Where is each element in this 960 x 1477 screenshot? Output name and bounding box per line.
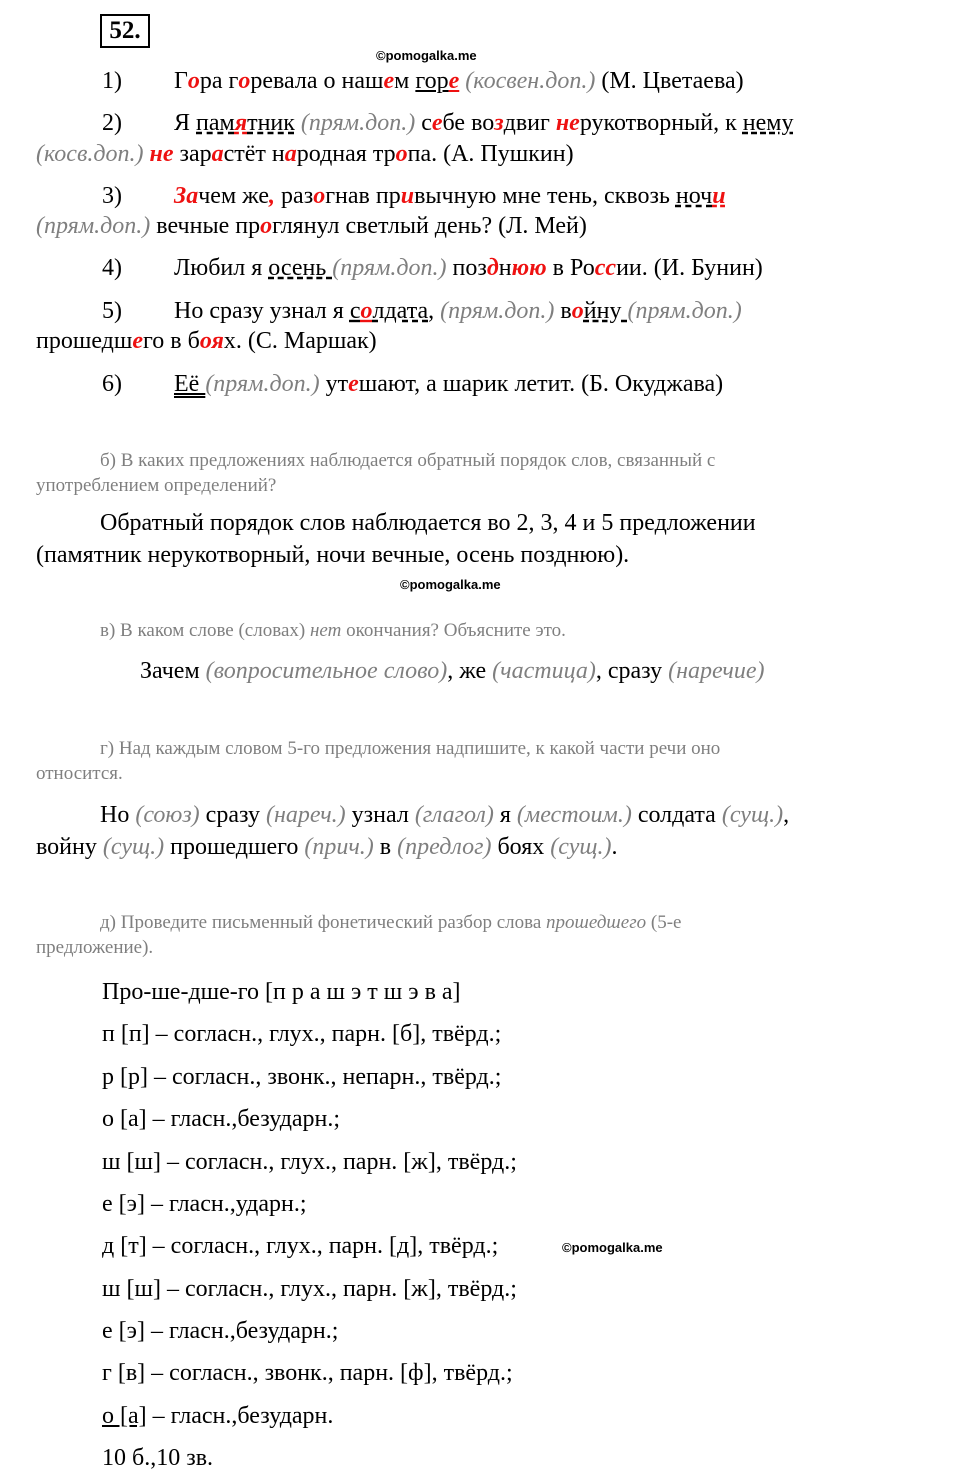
highlighted-letter: не xyxy=(555,110,580,136)
grammar-note: (предлог) xyxy=(397,834,492,860)
phonetic-underlined: о [а] xyxy=(102,1403,147,1429)
sentence-2-cont xyxy=(36,139,574,169)
grammar-note: (вопросительное слово) xyxy=(205,658,448,684)
text-run: бе во xyxy=(442,110,495,136)
answer-g-line1 xyxy=(100,800,789,830)
text-run: м xyxy=(394,68,416,94)
sentence-text xyxy=(36,328,377,354)
text-run: глянул светлый день? (Л. Мей) xyxy=(272,213,587,239)
text-run: с xyxy=(349,298,361,324)
text-run: рукотворный, к xyxy=(579,110,743,136)
phonetic-line: ш [ш] – согласн., глух., парн. [ж], твёрд.; xyxy=(102,1276,517,1302)
text-run: х. (С. Маршак) xyxy=(223,328,377,354)
phonetic-line: д [т] – согласн., глух., парн. [д], твёрд.; xyxy=(102,1233,499,1259)
text-run: чем же xyxy=(198,183,270,209)
question-d-text-end: (5-е xyxy=(646,912,682,933)
sentence-number: 3) xyxy=(102,183,122,209)
answer-v xyxy=(140,656,764,686)
grammar-note: (прям.доп.) xyxy=(36,213,151,239)
sentence-5 xyxy=(102,296,742,326)
grammar-note: (сущ.) xyxy=(550,834,612,860)
text-run: Я xyxy=(174,110,197,136)
text-run: солдата xyxy=(631,802,722,828)
text-run: . xyxy=(611,834,618,860)
highlighted-letter: За xyxy=(174,183,199,209)
text-run: Любил я xyxy=(174,255,269,281)
phonetic-line: г [в] – согласн., звонк., парн. [ф], твёрд.; xyxy=(102,1360,513,1386)
grammar-note: (наречие) xyxy=(668,658,765,684)
text-run: родная тр xyxy=(296,141,396,167)
answer-g-line2 xyxy=(36,832,618,862)
text-run: войну xyxy=(36,834,103,860)
question-d-line1 xyxy=(100,910,681,935)
sentence-number: 5) xyxy=(102,298,122,324)
sentence-3-cont xyxy=(36,211,587,241)
grammar-note: (местоим.) xyxy=(516,802,632,828)
phonetic-line: ш [ш] – согласн., глух., парн. [ж], твёрд.; xyxy=(102,1149,517,1175)
highlighted-letter: о xyxy=(187,68,200,94)
text-run: прошедш xyxy=(36,328,133,354)
text-run: (М. Цветаева) xyxy=(595,68,744,94)
highlighted-letter: о xyxy=(360,298,373,324)
sentence-text xyxy=(174,183,726,209)
answer-v-text xyxy=(140,658,764,684)
answer-b-line2: (памятник нерукотворный, ночи вечные, осень позднюю). xyxy=(36,542,630,568)
question-v-text: в) В каком слове (словах) xyxy=(100,620,310,641)
question-d-line2: предложение). xyxy=(36,937,154,958)
text-run: узнал xyxy=(345,802,415,828)
text-run: , xyxy=(428,298,441,324)
watermark: ©pomogalka.me xyxy=(400,577,501,592)
highlighted-letter: юю xyxy=(511,255,547,281)
text-run: раз xyxy=(275,183,314,209)
grammar-note: (прям.доп.) xyxy=(205,371,320,397)
sentence-4 xyxy=(102,253,763,283)
text-run: стёт н xyxy=(223,141,285,167)
exercise-number: 52. xyxy=(100,14,150,48)
question-d-text: д) Проведите письменный фонетический разбор слова xyxy=(100,912,547,933)
grammar-note: (сущ.) xyxy=(102,834,165,860)
text-run: ревала о наш xyxy=(250,68,384,94)
text-run: вечные пр xyxy=(150,213,261,239)
phonetic-line: р [р] – согласн., звонк., непарн., твёрд.; xyxy=(102,1064,502,1090)
sentence-number: 4) xyxy=(102,255,122,281)
sentence-text xyxy=(174,298,742,324)
highlighted-letter: о xyxy=(313,183,326,209)
text-run: двиг xyxy=(503,110,556,136)
sentence-text xyxy=(174,371,723,397)
text-run: вычную мне тень, сквозь xyxy=(414,183,676,209)
sentence-number: 1) xyxy=(102,68,122,94)
text-run: поз xyxy=(446,255,487,281)
text-run: боях xyxy=(491,834,551,860)
text-run: гнав пр xyxy=(325,183,401,209)
text-run: с xyxy=(415,110,432,136)
text-run: гор xyxy=(415,68,449,94)
text-run: н xyxy=(498,255,512,281)
text-run: Её xyxy=(174,371,206,397)
highlighted-letter: я xyxy=(234,110,248,136)
highlighted-letter: и xyxy=(712,183,726,209)
text-run: в xyxy=(373,834,398,860)
highlighted-letter: е xyxy=(132,328,144,354)
highlighted-letter: сс xyxy=(594,255,617,281)
sentence-text xyxy=(36,213,587,239)
text-run: йну xyxy=(583,298,628,324)
highlighted-letter: оя xyxy=(199,328,224,354)
highlighted-letter: е xyxy=(448,68,460,94)
highlighted-letter: о xyxy=(571,298,584,324)
grammar-note: (сущ.) xyxy=(721,802,784,828)
highlighted-letter: о xyxy=(395,141,408,167)
highlighted-letter: не xyxy=(149,141,174,167)
sentence-number: 6) xyxy=(102,371,122,397)
highlighted-letter: , xyxy=(269,183,276,209)
question-v xyxy=(100,618,566,643)
sentence-text xyxy=(174,68,744,94)
grammar-note: (прям.доп.) xyxy=(627,298,742,324)
grammar-note: (частица) xyxy=(492,658,596,684)
text-run: па. (А. Пушкин) xyxy=(407,141,574,167)
sentence-5-cont xyxy=(36,326,377,356)
text-run: , xyxy=(783,802,790,828)
sentence-text xyxy=(174,110,793,136)
sentence-text xyxy=(174,255,763,281)
answer-b-line1: Обратный порядок слов наблюдается во 2, 3, 4 и 5 предложении xyxy=(100,510,756,536)
text-run: в Ро xyxy=(546,255,595,281)
grammar-note: (косвен.доп.) xyxy=(465,68,596,94)
grammar-note: (глагол) xyxy=(414,802,494,828)
sentence-6 xyxy=(102,369,723,399)
question-v-text-end: окончания? Объясните это. xyxy=(341,620,566,641)
text-run: Зачем xyxy=(140,658,206,684)
text-run: Но xyxy=(100,802,136,828)
highlighted-letter: а xyxy=(211,141,224,167)
phonetic-summary: 10 б.,10 зв. xyxy=(102,1445,214,1471)
text-run: ноч xyxy=(675,183,713,209)
grammar-note: (союз) xyxy=(135,802,200,828)
phonetic-line: п [п] – согласн., глух., парн. [б], твёрд.; xyxy=(102,1021,502,1047)
answer-g-text xyxy=(100,802,789,828)
question-d-emphasis: прошедшего xyxy=(546,912,647,933)
text-run: Но сразу узнал я xyxy=(174,298,350,324)
grammar-note: (прям.доп.) xyxy=(300,110,416,136)
text-run: ут xyxy=(319,371,349,397)
highlighted-letter: е xyxy=(431,110,443,136)
grammar-note: (прям.доп.) xyxy=(332,255,447,281)
text-run: Г xyxy=(174,68,188,94)
grammar-note: (прям.доп.) xyxy=(440,298,555,324)
sentence-1 xyxy=(102,66,744,96)
highlighted-letter: а xyxy=(284,141,297,167)
sentence-number: 2) xyxy=(102,110,122,136)
text-run: тник xyxy=(247,110,295,136)
phonetic-line-last xyxy=(102,1401,333,1431)
text-run: шают, а шарик летит. (Б. Окуджава) xyxy=(358,371,724,397)
phonetic-line: Про-ше-дше-го [п р а ш э т ш э в а] xyxy=(102,979,461,1005)
text-run: зар xyxy=(173,141,212,167)
text-run: , же xyxy=(447,658,493,684)
text-run: прошедшего xyxy=(164,834,305,860)
watermark: ©pomogalka.me xyxy=(376,48,477,63)
question-b-line1: б) В каких предложениях наблюдается обратный порядок слов, связанный с xyxy=(100,450,716,471)
question-g-line1: г) Над каждым словом 5-го предложения надпишите, к какой части речи оно xyxy=(100,738,721,759)
text-run: ии. (И. Бунин) xyxy=(616,255,763,281)
grammar-note: (нареч.) xyxy=(265,802,346,828)
phonetic-line: е [э] – гласн.,ударн.; xyxy=(102,1191,307,1217)
sentence-2 xyxy=(102,108,793,138)
answer-g-text xyxy=(36,834,618,860)
text-run: сразу xyxy=(199,802,266,828)
text-run: , сразу xyxy=(595,658,669,684)
highlighted-letter: о xyxy=(238,68,251,94)
grammar-note: (косв.доп.) xyxy=(36,141,144,167)
sentence-text xyxy=(36,141,574,167)
text-run: лдата xyxy=(372,298,429,324)
highlighted-letter: е xyxy=(383,68,395,94)
phonetic-line: е [э] – гласн.,безударн.; xyxy=(102,1318,339,1344)
text-run: го в б xyxy=(143,328,200,354)
highlighted-letter: и xyxy=(400,183,415,209)
highlighted-letter: о xyxy=(260,213,273,239)
grammar-note: (прич.) xyxy=(304,834,374,860)
phonetic-line: о [а] – гласн.,безударн.; xyxy=(102,1106,341,1132)
text-run: пам xyxy=(196,110,235,136)
highlighted-letter: д xyxy=(486,255,499,281)
question-v-emphasis: нет xyxy=(309,620,342,641)
text-run: я xyxy=(493,802,517,828)
text-run: нему xyxy=(742,110,794,136)
question-g-line2: относится. xyxy=(36,763,123,784)
text-run: осень xyxy=(268,255,333,281)
highlighted-letter: е xyxy=(348,371,359,397)
question-b-line2: употреблением определений? xyxy=(36,475,277,496)
phonetic-rest: – гласн.,безударн. xyxy=(146,1403,334,1429)
text-run: ра г xyxy=(199,68,239,94)
text-run: в xyxy=(554,298,572,324)
highlighted-letter: з xyxy=(494,110,504,136)
watermark: ©pomogalka.me xyxy=(562,1240,663,1255)
sentence-3 xyxy=(102,181,726,211)
